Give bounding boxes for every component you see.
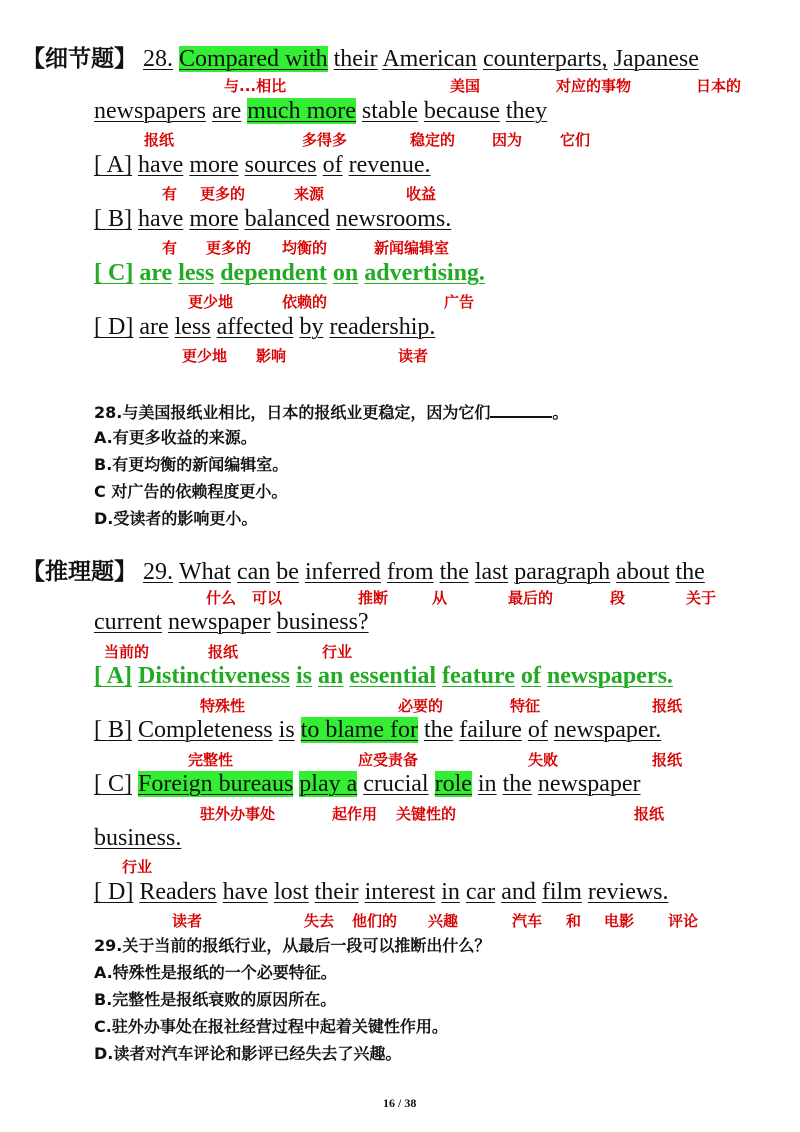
q29-number: 29.	[143, 559, 173, 585]
gloss: 均衡的	[282, 239, 328, 257]
gloss: 依赖的	[282, 293, 328, 311]
gloss: 美国	[450, 77, 481, 95]
word: newspaper.	[553, 717, 662, 743]
gloss: 当前的	[104, 643, 150, 661]
word: by	[299, 314, 324, 340]
q29-option-c-continuation	[94, 823, 181, 853]
q28-option-d	[94, 312, 435, 342]
gloss: 电影	[604, 912, 635, 930]
word: revenue.	[348, 152, 431, 178]
q28-option-c-answer	[94, 258, 485, 288]
word: Distinctiveness	[138, 663, 290, 689]
word: their	[314, 879, 359, 905]
word: on	[332, 260, 359, 286]
word: of	[527, 717, 548, 743]
word: in	[477, 771, 497, 797]
q29-translation-c: C.驻外办事处在报社经营过程中起着关键性作用。	[94, 1017, 448, 1036]
q29-translation-b: B.完整性是报纸衰败的原因所在。	[94, 990, 337, 1009]
q29-option-c	[94, 769, 641, 799]
word: the	[502, 771, 532, 797]
word: the	[439, 559, 469, 585]
word-highlighted: role	[434, 771, 472, 797]
word: an	[318, 663, 344, 689]
gloss: 因为	[492, 131, 523, 149]
gloss: 兴趣	[428, 912, 459, 930]
gloss: 可以	[252, 589, 283, 607]
word: business.	[94, 825, 182, 851]
option-letter: [ C]	[94, 260, 134, 286]
option-letter: [ B]	[94, 206, 132, 232]
word: inferred	[304, 559, 381, 585]
option-letter: [ D]	[94, 314, 134, 340]
word: newspaper	[537, 771, 641, 797]
gloss: 收益	[406, 185, 437, 203]
word: newspapers.	[546, 663, 673, 689]
word-highlighted: Foreign bureaus	[138, 771, 294, 797]
word: are	[139, 260, 173, 286]
gloss: 更少地	[188, 293, 234, 311]
word: Completeness	[138, 717, 273, 743]
word-highlighted: play a	[299, 771, 358, 797]
word: sources	[244, 152, 317, 178]
word: dependent	[220, 260, 327, 286]
q28-header-line	[22, 40, 699, 74]
word: Japanese	[613, 46, 699, 72]
gloss: 读者	[398, 347, 429, 365]
gloss: 报纸	[144, 131, 175, 149]
word: failure	[459, 717, 522, 743]
gloss: 报纸	[652, 697, 683, 715]
q28-translation-b: B.有更均衡的新闻编辑室。	[94, 455, 289, 474]
word: have	[138, 152, 184, 178]
word: advertising.	[364, 260, 485, 286]
page-number: 16 / 38	[383, 1096, 417, 1110]
gloss: 汽车	[512, 912, 543, 930]
word: newspapers	[94, 98, 206, 124]
option-letter: [ A]	[94, 152, 132, 178]
option-letter: [ D]	[94, 879, 134, 905]
gloss: 有	[162, 185, 178, 203]
gloss: 更少地	[182, 347, 228, 365]
gloss: 特征	[510, 697, 541, 715]
gloss: 关键性的	[396, 805, 457, 823]
gloss: 评论	[668, 912, 699, 930]
word: and	[501, 879, 536, 905]
word: feature	[442, 663, 515, 689]
gloss: 有	[162, 239, 178, 257]
word: is	[278, 717, 295, 743]
word: stable	[361, 98, 418, 124]
word: film	[541, 879, 582, 905]
word: their	[333, 46, 378, 72]
word: crucial	[363, 771, 429, 797]
word: more	[189, 152, 239, 178]
q28-number: 28.	[143, 46, 173, 72]
gloss: 来源	[294, 185, 325, 203]
q29-translation-d: D.读者对汽车评论和影评已经失去了兴趣。	[94, 1044, 402, 1063]
gloss: 段	[610, 589, 626, 607]
gloss: 推断	[358, 589, 389, 607]
gloss: 报纸	[652, 751, 683, 769]
q29-option-a-answer	[94, 661, 673, 691]
gloss: 更多的	[200, 185, 246, 203]
gloss: 行业	[122, 858, 153, 876]
gloss: 他们的	[352, 912, 398, 930]
word: have	[222, 879, 268, 905]
word: they	[505, 98, 548, 124]
gloss: 失去	[304, 912, 335, 930]
word: paragraph	[514, 559, 611, 585]
q28-translation-c: C 对广告的依赖程度更小。	[94, 482, 288, 501]
word: can	[236, 559, 271, 585]
gloss: 特殊性	[200, 697, 246, 715]
gloss: 多得多	[302, 131, 348, 149]
word: have	[138, 206, 184, 232]
word: more	[189, 206, 239, 232]
gloss: 失败	[528, 751, 559, 769]
gloss: 读者	[172, 912, 203, 930]
gloss: 稳定的	[410, 131, 456, 149]
q28-translation-stem: 28.与美国报纸业相比，日本的报纸业更稳定，因为它们 。	[94, 400, 568, 424]
word: of	[520, 663, 541, 689]
q28-option-b	[94, 204, 451, 234]
q28-translation-a: A.有更多收益的来源。	[94, 428, 257, 447]
word: American	[382, 46, 477, 72]
word: readership.	[329, 314, 436, 340]
gloss: 广告	[444, 293, 475, 311]
word: the	[423, 717, 454, 743]
word: about	[616, 559, 670, 585]
gloss: 完整性	[188, 751, 234, 769]
gloss: 日本的	[696, 77, 742, 95]
gloss: 影响	[256, 347, 287, 365]
gloss: 关于	[686, 589, 717, 607]
word: less	[178, 260, 215, 286]
gloss: 更多的	[206, 239, 252, 257]
word: are	[211, 98, 242, 124]
gloss: 行业	[322, 643, 353, 661]
gloss: 最后的	[508, 589, 554, 607]
q29-header-line	[22, 553, 705, 587]
word: the	[675, 559, 705, 585]
q29-type-tag: 【推理题】	[22, 559, 137, 585]
word: newsrooms.	[335, 206, 452, 232]
option-letter: [ B]	[94, 717, 132, 743]
word: less	[174, 314, 211, 340]
word-highlighted: to blame for	[300, 717, 418, 743]
gloss: 与...相比	[224, 77, 287, 95]
word: affected	[216, 314, 294, 340]
q29-translation-a: A.特殊性是报纸的一个必要特征。	[94, 963, 337, 982]
q28-stem-line2	[94, 96, 547, 126]
q29-translation-stem: 29.关于当前的报纸行业，从最后一段可以推断出什么？	[94, 936, 491, 955]
gloss: 新闻编辑室	[374, 239, 450, 257]
gloss: 报纸	[208, 643, 239, 661]
gloss: 从	[432, 589, 448, 607]
gloss: 报纸	[634, 805, 665, 823]
q28-option-a	[94, 150, 431, 180]
gloss: 应受责备	[358, 751, 419, 769]
word: Readers	[139, 879, 217, 905]
word: lost	[273, 879, 309, 905]
gloss: 什么	[206, 589, 237, 607]
q29-stem-line2	[94, 607, 369, 637]
q29-option-b	[94, 715, 661, 745]
word: last	[474, 559, 509, 585]
word: essential	[349, 663, 437, 689]
gloss: 起作用	[332, 805, 378, 823]
word: be	[276, 559, 299, 585]
word: because	[423, 98, 500, 124]
word: from	[386, 559, 434, 585]
gloss: 和	[566, 912, 582, 930]
word-highlighted: much more	[247, 98, 356, 124]
q28-translation-d: D.受读者的影响更小。	[94, 509, 258, 528]
word: reviews.	[587, 879, 669, 905]
word: interest	[364, 879, 436, 905]
word: car	[465, 879, 496, 905]
gloss: 它们	[560, 131, 591, 149]
word-highlighted: Compared with	[179, 46, 328, 72]
q29-option-d	[94, 877, 669, 907]
word: are	[139, 314, 169, 340]
word: of	[322, 152, 343, 178]
word: business?	[276, 609, 369, 635]
option-letter: [ C]	[94, 771, 132, 797]
word: in	[441, 879, 460, 905]
word: newspaper	[167, 609, 271, 635]
q28-type-tag: 【细节题】	[22, 46, 137, 72]
word: is	[296, 663, 313, 689]
option-letter: [ A]	[94, 663, 132, 689]
word: What	[179, 559, 231, 585]
word: balanced	[244, 206, 330, 232]
gloss: 对应的事物	[556, 77, 632, 95]
word: current	[94, 609, 162, 635]
answer-blank	[490, 400, 552, 418]
gloss: 必要的	[398, 697, 444, 715]
gloss: 驻外办事处	[200, 805, 276, 823]
word: counterparts,	[482, 46, 608, 72]
